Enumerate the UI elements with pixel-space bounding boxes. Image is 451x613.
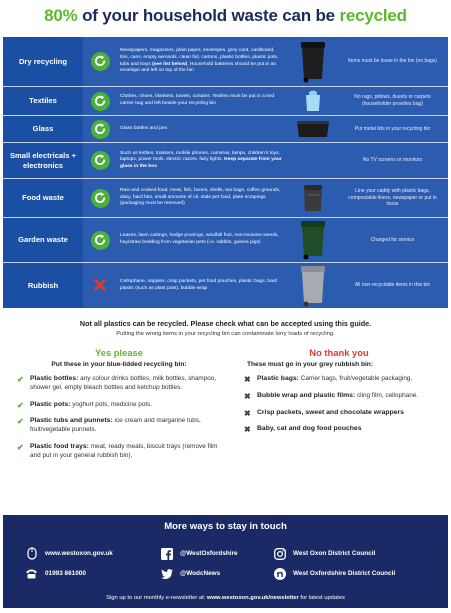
row-items: Raw and cooked food, meat, fish, bones, shells, tea bags, coffee grounds, dairy, hard fats, small amounts of oil, stale pet food, plate scrapings (packaging must be removed): [117, 179, 289, 217]
row-items: Cellophane, nappies, crisp packets, pet food pouches, plastic bags, hard plastic (such as plant pots), bubble wrap: [117, 263, 289, 308]
phone-number[interactable]: 01993 861000: [25, 567, 86, 580]
recycle-arrow-icon: [91, 151, 110, 170]
facebook-icon: [160, 547, 173, 560]
row-items: Such as kettles, toasters, mobile phones, cameras, lamps, children's toys, laptops, power tools, electric razors, fairy lights.: [120, 150, 280, 163]
cross-icon: ✖: [244, 375, 251, 384]
nextdoor-icon: [273, 567, 286, 580]
recycle-arrow-icon: [91, 120, 110, 139]
row-note: All non-recyclable items in this bin: [337, 263, 448, 308]
no-item: ✖ Bubble wrap and plastic films: cling film, cellophane.: [244, 391, 419, 401]
no-heading: No thank you: [309, 347, 369, 358]
row-note: Charged for service: [337, 218, 448, 262]
row-note: No rugs, pillows, duvets or carpets (householder provides bag): [337, 87, 448, 115]
twitter-link[interactable]: @WodcNews: [160, 567, 220, 580]
row-items: Leaves, lawn cuttings, hedge prunings, windfall fruit, non-invasive weeds, hay/straw bedding from vegetarian pets (i.e. rabbits, guinea pigs): [117, 218, 289, 262]
newsletter-link[interactable]: www.westoxon.gov.uk/newsletter: [206, 595, 299, 601]
row-label: Textiles: [3, 87, 83, 115]
recycle-arrow-icon: [91, 92, 110, 111]
recycle-arrow-icon: [91, 231, 110, 250]
cross-icon: ✖: [244, 408, 251, 418]
website-link[interactable]: www.westoxon.gov.uk: [25, 547, 113, 560]
row-food-waste: [3, 178, 448, 217]
row-label: Garden waste: [3, 218, 83, 262]
wheelie-bin-green-image: [300, 220, 326, 260]
page-title: [0, 6, 451, 26]
waste-table: [3, 37, 448, 308]
newsletter-line: Sign up to our monthly e-newsletter at: www.westoxon.gov.uk/newsletter for latest updates: [106, 595, 345, 601]
no-item: ✖ Crisp packets, sweet and chocolate wrappers: [244, 408, 404, 418]
row-small-electricals: [3, 142, 448, 178]
yes-heading: Yes please: [95, 347, 143, 358]
wheelie-bin-black-image: [300, 41, 326, 83]
cross-icon: ✕: [91, 274, 109, 297]
phone-icon: [25, 567, 38, 580]
row-note: Items must be loose in the bin (no bags): [337, 37, 448, 86]
check-icon: ✔: [17, 375, 24, 384]
notice-line-2: Putting the wrong items in your recycling bin can contaminate lorry loads of recycling.: [116, 331, 335, 337]
row-note: Put metal lids in your recycling bin: [337, 116, 448, 142]
footer-heading: More ways to stay in touch: [164, 521, 287, 532]
row-items: Clothes, shoes, blankets, towels, curtains. Textiles must be put in a tied carrier bag and left beside your recycling bin: [117, 87, 289, 115]
title-middle: of your household waste can be: [77, 6, 340, 25]
row-garden-waste: [3, 217, 448, 262]
no-item: ✖ Plastic bags: Carrier bags, fruit/vegetable packaging.: [244, 375, 413, 384]
row-items: Glass bottles and jars: [117, 116, 289, 142]
row-label: Food waste: [3, 179, 83, 217]
row-items-bold: (see list below): [152, 61, 188, 67]
carrier-bag-image: [304, 90, 322, 112]
instagram-link[interactable]: West Oxon District Council: [273, 547, 375, 560]
cross-icon: ✖: [244, 391, 251, 401]
check-icon: ✔: [17, 417, 24, 427]
recycle-arrow-icon: [91, 189, 110, 208]
row-label: Glass: [3, 116, 83, 142]
yes-item: ✔ Plastic pots: yoghurt pots, medicine pots.: [17, 400, 153, 410]
nextdoor-link[interactable]: West Oxfordshire District Council: [273, 567, 395, 580]
notice-line-1: Not all plastics can be recycled. Please check what can be accepted using this guide.: [79, 319, 372, 328]
row-label: Small electricals + electronics: [3, 143, 83, 178]
row-note: Line your caddy with plastic bags, compostable liners, newspaper or put in loose: [337, 179, 448, 217]
row-items-bold: Keep separate from your glass in the box: [120, 157, 282, 169]
row-items-tail: . Household batteries should be put in an envelope and left on top of the bin: [120, 61, 277, 74]
row-rubbish: [3, 262, 448, 308]
contact-footer: [3, 515, 448, 608]
cross-icon: ✖: [244, 425, 251, 435]
recycle-arrow-icon: [91, 52, 110, 71]
row-items: Newspapers, magazines, plain paper, envelopes, grey card, cardboard, tins, cans, empty aerosols, clean foil, cartons, plastic bottles, plastic pots, tubs and trays: [120, 48, 279, 67]
food-caddy-image: [302, 184, 324, 212]
yes-item: ✔ Plastic food trays: meat, ready meals, biscuit trays (remove film and put in your general rubbish bin).: [17, 443, 218, 459]
row-label: Rubbish: [3, 263, 83, 308]
no-thank-you-section: [243, 347, 435, 441]
check-icon: ✔: [17, 443, 24, 453]
twitter-icon: [160, 567, 173, 580]
title-end: recycled: [339, 6, 407, 25]
check-icon: ✔: [17, 400, 24, 410]
yes-please-section: [16, 347, 222, 468]
row-glass: [3, 115, 448, 142]
yes-subheading: Put these in your blue-lidded recycling bin:: [51, 361, 187, 368]
row-label: Dry recycling: [3, 37, 83, 86]
no-subheading: These must go in your grey rubbish bin:: [247, 361, 374, 368]
no-item: ✖ Baby, cat and dog food pouches: [244, 425, 362, 435]
black-box-image: [296, 120, 330, 138]
instagram-icon: [273, 547, 286, 560]
plastics-notice: [0, 319, 451, 337]
yes-item: ✔ Plastic tubs and punnets: ice cream and margarine tubs, fruit/vegetable punnets.: [17, 417, 201, 434]
title-percent: 80%: [44, 6, 78, 25]
yes-item: ✔ Plastic bottles: any colour drinks bottles, milk bottles, shampoo, shower gel, empty bleach bottles and ketchup bottles.: [17, 375, 217, 391]
row-textiles: [3, 86, 448, 115]
row-dry-recycling: [3, 37, 448, 86]
row-note: No TV screens or monitors: [337, 143, 448, 178]
mouse-icon: [25, 547, 38, 560]
facebook-link[interactable]: @WestOxfordshire: [160, 547, 238, 560]
wheelie-bin-grey-image: [300, 265, 326, 307]
